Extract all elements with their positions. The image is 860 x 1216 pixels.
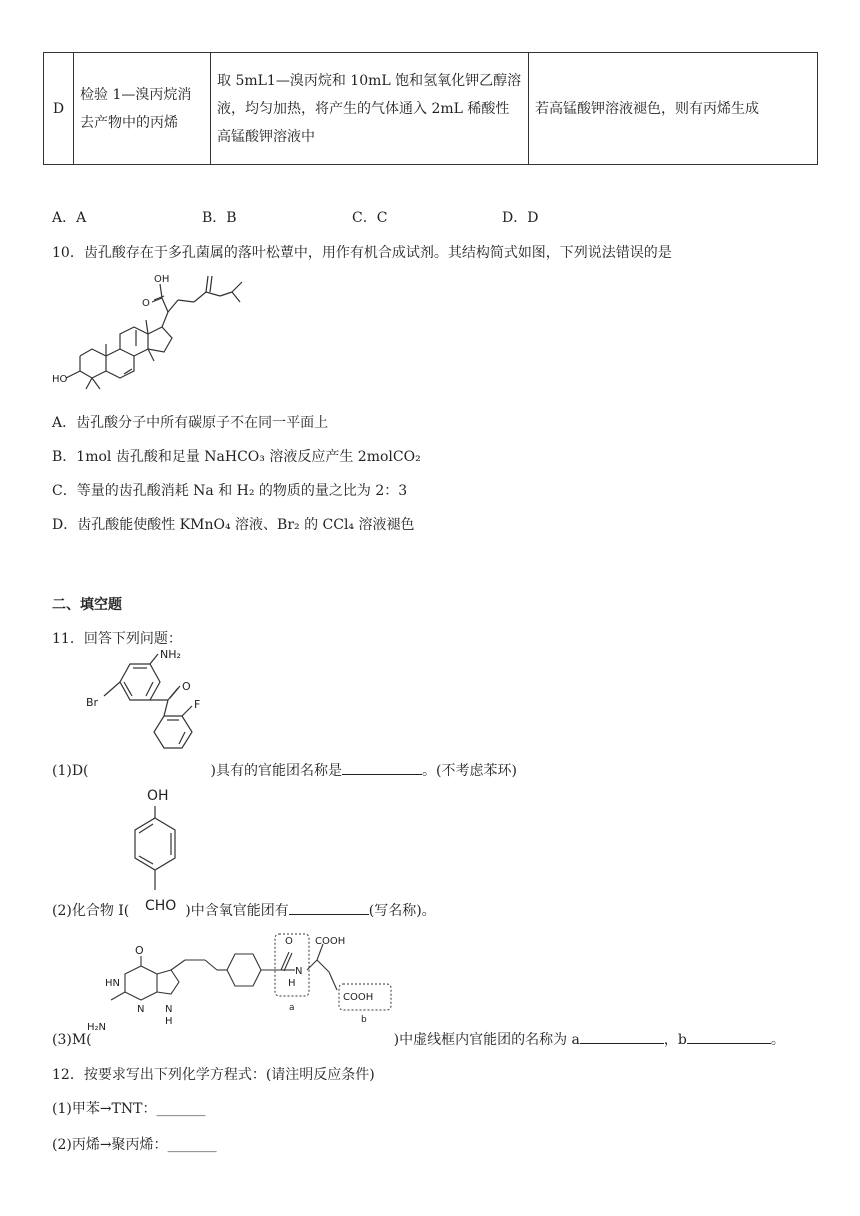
q11-p2-end: (写名称)。 (368, 903, 436, 919)
compound-i-structure (125, 786, 195, 916)
q12-p1-label: (1)甲苯→TNT： (52, 1101, 157, 1117)
row-purpose: 检验 1—溴丙烷消去产物中的丙烯 (74, 53, 211, 165)
q12-stem: 12．按要求写出下列化学方程式：(请注明反应条件) (52, 1067, 375, 1083)
label-h2n: H₂N (87, 1022, 107, 1033)
q10-option-d: D．齿孔酸能使酸性 KMnO₄ 溶液、Br₂ 的 CCl₄ 溶液褪色 (52, 517, 415, 533)
q11-p3-prefix: (3)M( (52, 1032, 92, 1048)
label-o-amide: O (285, 936, 293, 947)
row-operation: 取 5mL1—溴丙烷和 10mL 饱和氢氧化钾乙醇溶液，均匀加热，将产生的气体通入 2mL 稀酸性高锰酸钾溶液中 (211, 53, 529, 165)
q11-part1 (52, 760, 517, 780)
label-oh: OH (147, 788, 169, 804)
label-a: a (289, 1003, 295, 1013)
q11-p2-prefix: (2)化合物 I( (52, 903, 130, 919)
row-phenomenon: 若高锰酸钾溶液褪色，则有丙烯生成 (529, 53, 818, 165)
tramenoic-acid-structure (50, 268, 290, 398)
q11-stem: 11．回答下列问题： (52, 631, 182, 647)
label-hn: HN (105, 978, 120, 989)
label-cooh1: COOH (315, 936, 346, 947)
q11-part2 (52, 900, 436, 920)
answer-blank-3[interactable]: _______ (156, 1101, 206, 1117)
label-br: Br (86, 696, 99, 709)
label-ho: HO (52, 374, 68, 385)
q12-part2 (52, 1134, 217, 1154)
q11-p3-end: 。 (770, 1032, 785, 1048)
q11-p3-suffix: )中虚线框内官能团的名称为 a (393, 1032, 580, 1048)
label-o: O (182, 680, 191, 693)
q12-p2-label: (2)丙烯→聚丙烯： (52, 1137, 168, 1153)
q10-stem: 10．齿孔酸存在于多孔菌属的落叶松蕈中，用作有机合成试剂。其结构简式如图，下列说法错误的是 (52, 245, 672, 261)
label-cooh2: COOH (343, 992, 374, 1003)
q11-part3 (52, 1029, 785, 1049)
q11-p1-prefix: (1)D( (52, 763, 89, 779)
label-b: b (361, 1015, 367, 1025)
compound-m-structure (85, 930, 405, 1040)
q12-part1 (52, 1098, 206, 1118)
answer-blank-a[interactable] (580, 1029, 664, 1044)
compound-d-structure (80, 648, 220, 752)
table-row (44, 53, 818, 165)
q11-p3-mid: ，b (663, 1032, 687, 1048)
q9-option-d: D．D (502, 210, 539, 226)
q9-option-c: C．C (352, 210, 388, 226)
label-n-ring2: N (165, 1004, 173, 1015)
answer-blank-b[interactable] (687, 1029, 771, 1044)
q10-option-b: B．1mol 齿孔酸和足量 NaHCO₃ 溶液反应产生 2molCO₂ (52, 449, 421, 465)
answer-blank-1[interactable] (342, 760, 422, 775)
label-n-ring: N (137, 1004, 145, 1015)
experiment-table (43, 52, 818, 165)
label-oh: OH (154, 274, 170, 285)
label-o-ring: O (135, 944, 144, 957)
q9-option-b: B．B (202, 210, 237, 226)
q9-option-a: A．A (52, 210, 87, 226)
label-f: F (194, 698, 201, 711)
label-n-amide: N (295, 966, 303, 977)
label-cho: CHO (145, 898, 177, 914)
label-h-nh: H (165, 1016, 173, 1027)
q11-p2-suffix: )中含氧官能团有 (185, 903, 289, 919)
label-nh2: NH₂ (160, 648, 181, 661)
q11-p1-end: 。(不考虑苯环) (422, 763, 517, 779)
q10-option-c: C．等量的齿孔酸消耗 Na 和 H₂ 的物质的量之比为 2：3 (52, 483, 408, 499)
answer-blank-2[interactable] (289, 900, 369, 915)
row-label: D (44, 53, 74, 165)
section-title: 二、填空题 (52, 597, 122, 613)
label-o: O (142, 298, 150, 309)
q10-option-a: A．齿孔酸分子中所有碳原子不在同一平面上 (52, 415, 329, 431)
q11-p1-suffix: )具有的官能团名称是 (210, 763, 342, 779)
label-h-amide: H (288, 978, 296, 989)
answer-blank-4[interactable]: _______ (167, 1137, 217, 1153)
